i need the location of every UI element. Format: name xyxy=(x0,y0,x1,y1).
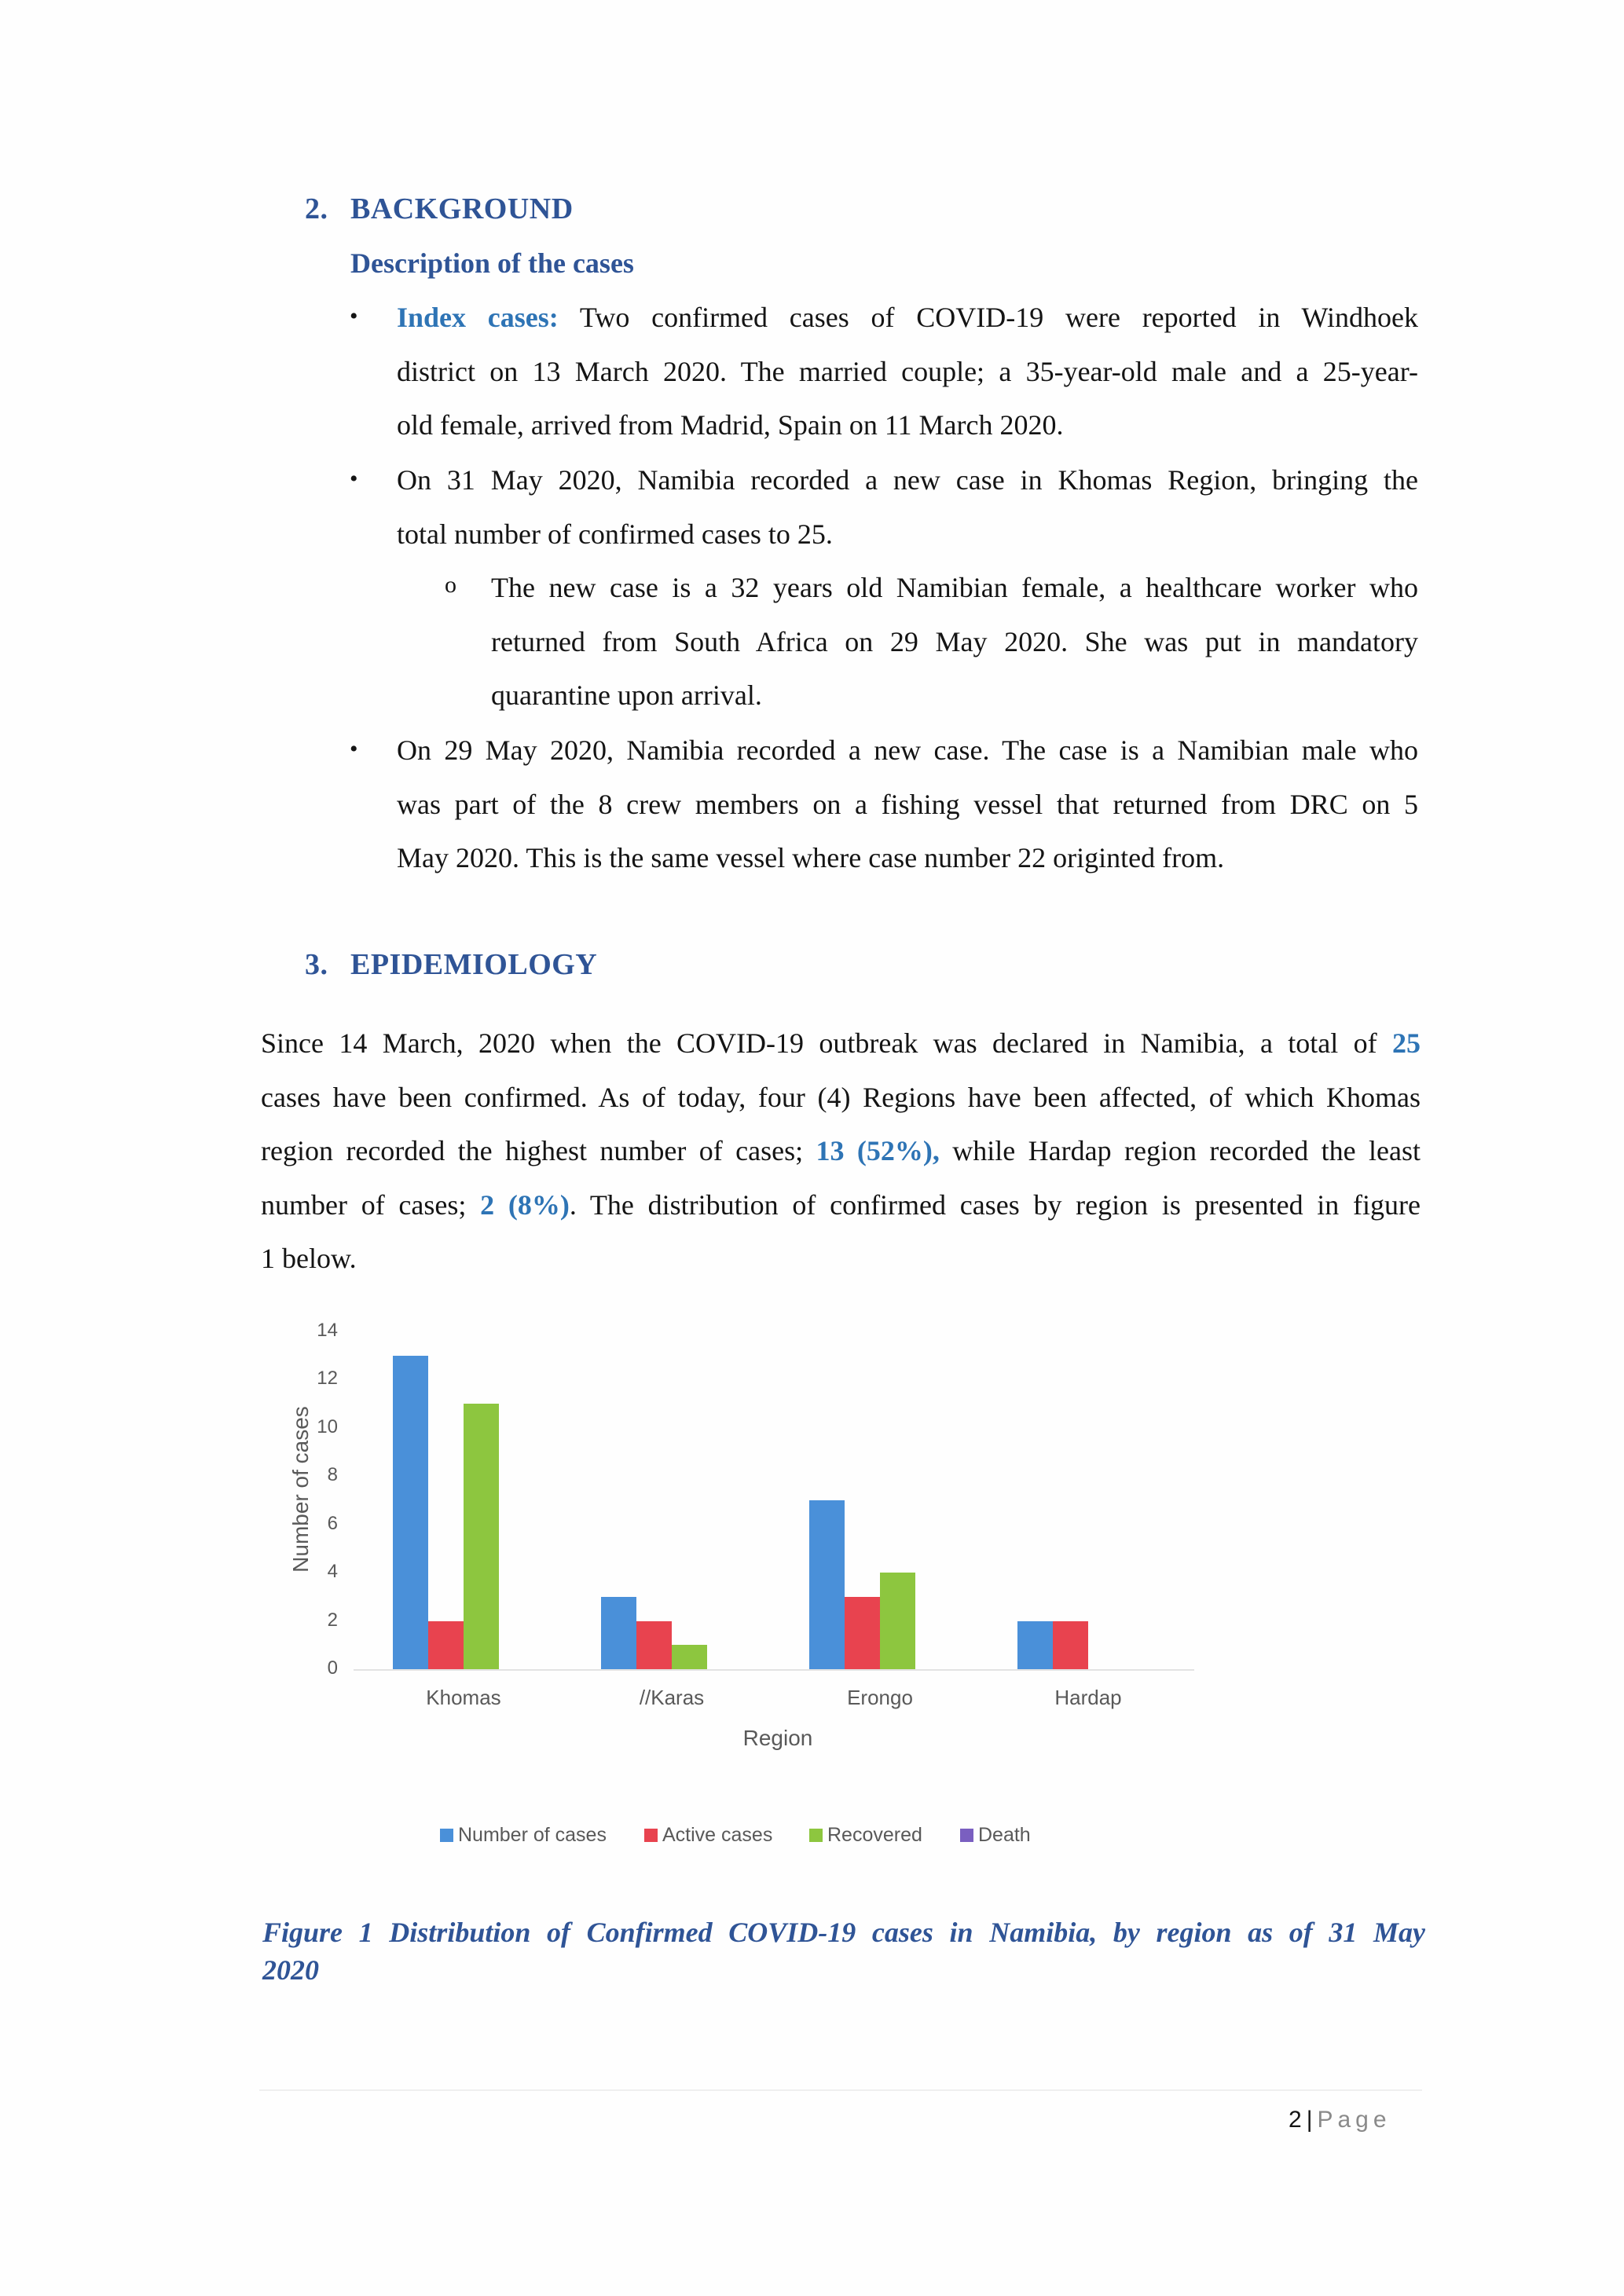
bullet-item-index-cases xyxy=(397,291,1418,452)
bar-number-of-cases xyxy=(601,1597,636,1669)
bullet-label: Index cases: xyxy=(397,302,559,333)
page-number: 2 xyxy=(1289,2107,1302,2133)
sub-bullet-icon: o xyxy=(445,572,456,598)
bar-recovered xyxy=(464,1404,499,1669)
caption-line: Figure 1 Distribution of Confirmed COVID-19 cases in Namibia, by region as of 31 May xyxy=(262,1917,1425,1948)
bar-number-of-cases xyxy=(809,1500,845,1669)
legend-item-number-of-cases xyxy=(440,1824,607,1847)
bullet-text: Two confirmed cases of COVID-19 were reported in Windhoek xyxy=(558,302,1419,333)
highlight-hardap: 2 (8%) xyxy=(480,1188,570,1221)
bar-recovered xyxy=(880,1573,915,1669)
bar-recovered xyxy=(672,1645,707,1669)
bullet-text: quarantine upon arrival. xyxy=(491,679,762,711)
bullet-text: district on 13 March 2020. The married couple; a 35-year-old male and a 25-year- xyxy=(397,355,1418,387)
bullet-text: On 29 May 2020, Namibia recorded a new case. The case is a Namibian male who xyxy=(397,734,1418,766)
text: . The distribution of confirmed cases by region is presented in figure xyxy=(569,1188,1421,1221)
legend-swatch-icon xyxy=(960,1829,973,1842)
section-heading-background xyxy=(305,192,574,226)
bullet-item-29-may xyxy=(397,723,1418,885)
x-category-label: Hardap xyxy=(1054,1686,1122,1709)
bar-active-cases xyxy=(428,1621,464,1669)
footer-divider xyxy=(259,2089,1422,2091)
text: number of cases; xyxy=(261,1188,481,1221)
highlight-total: 25 xyxy=(1392,1027,1421,1059)
bar-number-of-cases xyxy=(393,1356,428,1669)
bar-active-cases xyxy=(1053,1621,1088,1669)
text: while Hardap region recorded the least xyxy=(939,1135,1421,1166)
legend-swatch-icon xyxy=(440,1829,453,1842)
text: 1 below. xyxy=(261,1243,357,1274)
y-tick-label: 8 xyxy=(327,1464,338,1486)
text: cases have been confirmed. As of today, four (4) Regions have been affected, of which Khomas xyxy=(261,1081,1421,1113)
x-category-label: //Karas xyxy=(639,1686,705,1709)
y-tick-label: 10 xyxy=(317,1415,338,1437)
bar-active-cases xyxy=(636,1621,672,1669)
caption-line: 2020 xyxy=(262,1954,319,1986)
bar-number-of-cases xyxy=(1017,1621,1053,1669)
figure-caption xyxy=(262,1913,1425,1989)
bullet-icon: • xyxy=(350,303,358,329)
section-number: 3. xyxy=(305,948,328,981)
legend-item-recovered xyxy=(809,1824,922,1847)
bullet-text: On 31 May 2020, Namibia recorded a new case in Khomas Region, bringing the xyxy=(397,464,1418,496)
y-tick-label: 4 xyxy=(327,1561,338,1583)
y-axis-title: Number of cases xyxy=(288,1406,313,1573)
legend-swatch-icon xyxy=(644,1829,658,1842)
y-tick-label: 2 xyxy=(327,1609,338,1631)
highlight-khomas: 13 (52%), xyxy=(816,1135,940,1166)
x-axis-line xyxy=(354,1669,1194,1671)
section-number: 2. xyxy=(305,192,328,225)
section-title: BACKGROUND xyxy=(350,192,574,225)
y-tick-label: 12 xyxy=(317,1368,338,1390)
section-title: EPIDEMIOLOGY xyxy=(350,948,598,981)
legend-label: Number of cases xyxy=(458,1824,607,1846)
bullet-item-31-may xyxy=(397,453,1418,561)
legend-label: Active cases xyxy=(662,1824,773,1846)
epidemiology-paragraph xyxy=(261,1016,1421,1286)
legend-label: Recovered xyxy=(827,1824,922,1846)
legend-swatch-icon xyxy=(809,1829,823,1842)
legend-item-death xyxy=(960,1824,1031,1847)
text: region recorded the highest number of cases; xyxy=(261,1135,816,1166)
y-tick-label: 14 xyxy=(317,1320,338,1341)
bullet-text: The new case is a 32 years old Namibian female, a healthcare worker who xyxy=(491,572,1418,603)
x-category-label: Erongo xyxy=(847,1686,913,1709)
bullet-icon: • xyxy=(350,466,358,492)
sub-bullet-item xyxy=(491,561,1418,723)
bar-active-cases xyxy=(845,1597,880,1669)
page-footer xyxy=(1289,2107,1391,2133)
bullet-text: old female, arrived from Madrid, Spain on 11 March 2020. xyxy=(397,409,1064,441)
x-axis-title: Region xyxy=(742,1726,813,1750)
page-label: Page xyxy=(1317,2107,1391,2133)
subsection-heading: Description of the cases xyxy=(350,247,634,279)
page-separator: | xyxy=(1306,2107,1313,2133)
section-heading-epidemiology xyxy=(305,947,597,982)
bullet-text: returned from South Africa on 29 May 2020. She was put in mandatory xyxy=(491,625,1418,657)
bullet-text: was part of the 8 crew members on a fishing vessel that returned from DRC on 5 xyxy=(397,788,1418,820)
bullet-icon: • xyxy=(350,736,358,762)
legend-item-active-cases xyxy=(644,1824,772,1847)
y-tick-label: 0 xyxy=(327,1657,338,1679)
bullet-text: May 2020. This is the same vessel where case number 22 originted from. xyxy=(397,842,1225,873)
bullet-text: total number of confirmed cases to 25. xyxy=(397,518,833,550)
text: Since 14 March, 2020 when the COVID-19 outbreak was declared in Namibia, a total of xyxy=(261,1027,1392,1059)
x-category-label: Khomas xyxy=(426,1686,501,1709)
legend-label: Death xyxy=(978,1824,1031,1846)
y-tick-label: 6 xyxy=(327,1512,338,1534)
